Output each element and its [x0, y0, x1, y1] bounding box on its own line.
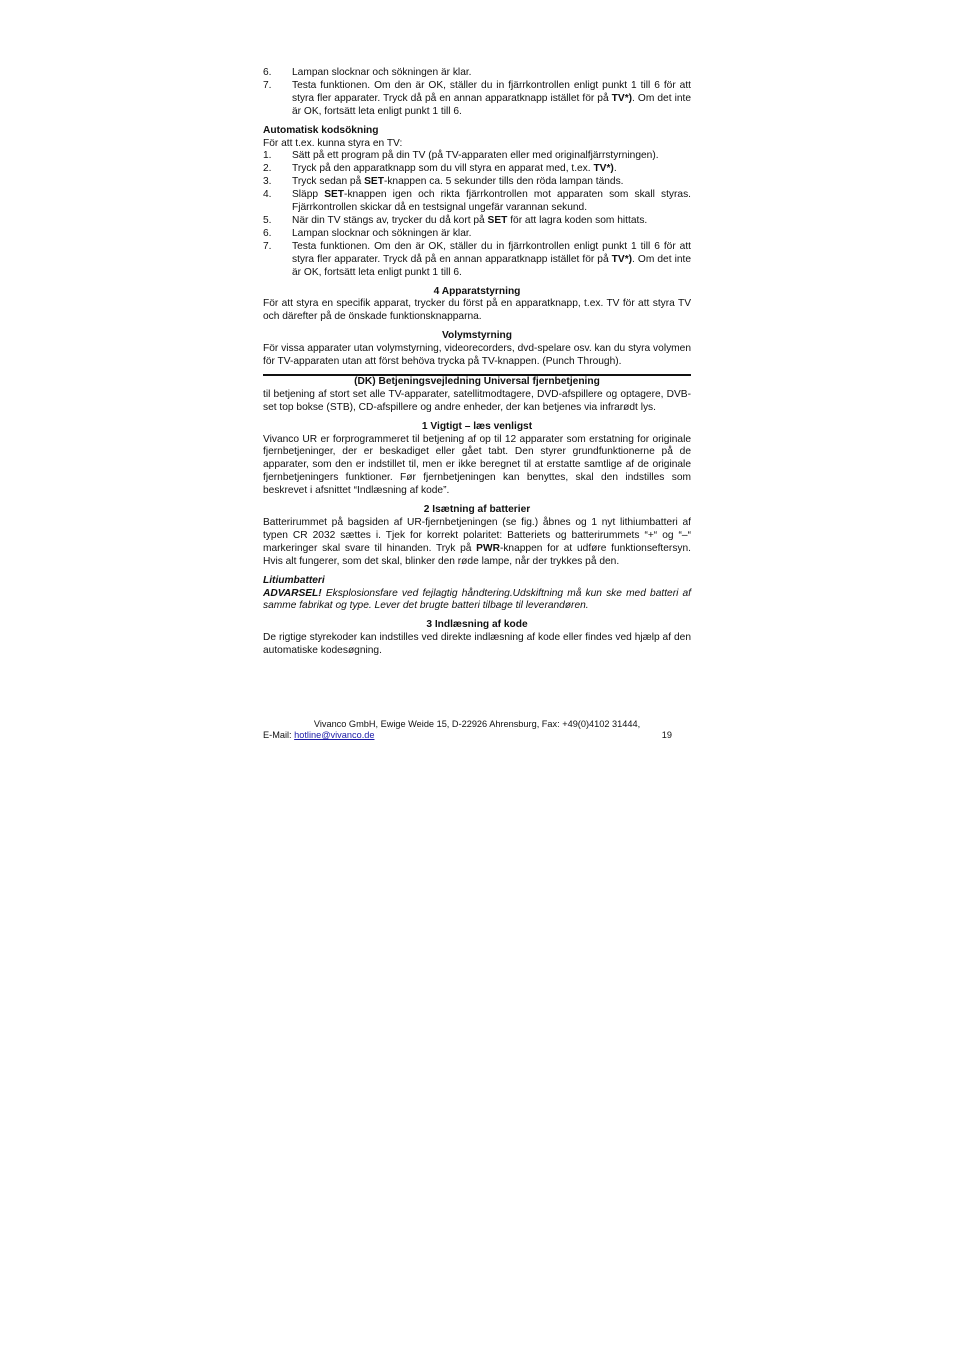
- text-run: När din TV stängs av, trycker du då kort på: [292, 214, 488, 226]
- section-heading-dk: (DK) Betjeningsvejledning Universal fjernbetjening: [263, 374, 691, 389]
- text-run: -knappen for at udføre funktionseftersyn. Hvis alt fungerer, som det skal, blinker den røde lampe, når der trykkes på den.: [263, 542, 691, 567]
- section-title-automatisk-kodsokning: Automatisk kodsökning: [263, 124, 379, 136]
- list-number: 4.: [263, 189, 272, 201]
- section-title-batterier: 2 Isætning af batterier: [423, 504, 531, 516]
- footer-address: Vivanco GmbH, Ewige Weide 15, D-22926 Ahrensburg, Fax: +49(0)4102 31444,: [313, 719, 641, 729]
- text-run: Lampan slocknar och sökningen är klar.: [292, 227, 472, 239]
- text-run: Tryck sedan på: [292, 176, 365, 188]
- list-item: [263, 215, 691, 228]
- list-text: [292, 228, 691, 241]
- subtitle-litiumbatteri: Litiumbatteri: [263, 574, 325, 586]
- text-run: Tryck på den apparatknapp som du vill styra en apparat med, t.ex.: [292, 163, 594, 175]
- list-number: 1.: [263, 150, 272, 162]
- document-page: [263, 67, 691, 658]
- warning-text: Eksplosionsfare ved fejlagtig håndtering.Udskiftning må kun ske med batteri af samme fabrikat og type. Lever det brugte batteri tilbage til leverandøren.: [263, 587, 691, 612]
- bold-run: TV*): [611, 92, 633, 104]
- list-number: 5.: [263, 214, 272, 226]
- text-run: för att lagra koden som hittats.: [507, 214, 648, 226]
- text-run: . Om det inte är OK, fortsätt leta enligt punkt 1 till 6.: [292, 253, 691, 278]
- list-text: [292, 80, 691, 119]
- bold-run: SET: [364, 176, 384, 188]
- list-text: [292, 163, 691, 176]
- list-number: 6.: [263, 227, 272, 239]
- email-link[interactable]: hotline@vivanco.de: [294, 730, 375, 740]
- text-run: Batterirummet på bagsiden af UR-fjernbetjeningen (se fig.) åbnes og 1 nyt lithiumbatteri af typen CR 2032 sættes i. Tjek for korrekt polaritet: Batteriets og batterirummets “+“ og “–“ markeringer skal svare til hinanden. Tryk på: [263, 517, 691, 554]
- text-run: Sätt på ett program på din TV (på TV-apparaten eller med originalfjärrstyrningen).: [292, 150, 659, 162]
- list-item: [263, 150, 691, 163]
- paragraph: För att t.ex. kunna styra en TV:: [263, 137, 403, 149]
- list-text: [292, 150, 691, 163]
- text-run: Testa funktionen. Om den är OK, ställer du in fjärrkontrollen enligt punkt 1 till 6 för att styra fler apparater. Tryck då på en annan apparatknapp istället för på: [292, 240, 691, 265]
- list-number: 7.: [263, 79, 272, 91]
- list-number: 2.: [263, 163, 272, 175]
- list-item: [263, 228, 691, 241]
- warning-label: ADVARSEL!: [263, 587, 322, 599]
- bold-run: SET: [487, 214, 508, 226]
- text-run: . Om det inte är OK, fortsätt leta enligt punkt 1 till 6.: [292, 92, 691, 117]
- section-title-volymstyrning: Volymstyrning: [441, 330, 512, 342]
- list-number: 7.: [263, 240, 272, 252]
- text-run: -knappen ca. 5 sekunder tills den röda lampan tänds.: [383, 176, 624, 188]
- paragraph: Vivanco UR er forprogrammeret til betjening af op til 12 apparater som erstatning for originale fjernbetjeninger, der er beskadiget eller gået tabt. Den styrer grundfunktionerne på de apparater, som den er indstillet til, men er ikke beregnet til at erstatte samtlige af de originale fjernbetjeningers funktioner. Før fjernbetjeningen kan benyttes, skal den indstilles som beskrevet i afsnittet “Indlæsning af kode”.: [263, 433, 691, 497]
- list-text: [292, 241, 691, 280]
- list-item: [263, 189, 691, 215]
- text-run: Lampan slocknar och sökningen är klar.: [292, 67, 472, 78]
- list-text: [292, 189, 691, 215]
- text-run: -knappen igen och rikta fjärrkontrollen mot apparaten som skall styras. Fjärrkontrollen skickar då en testsignal ungefär varannan sekund.: [292, 189, 691, 214]
- footer-email-block: [263, 730, 374, 741]
- paragraph: De rigtige styrekoder kan indstilles ved direkte indlæsning af kode eller findes ved hjælp af den automatiske kodesøgning.: [263, 632, 691, 657]
- section-title-indlaesning: 3 Indlæsning af kode: [426, 619, 528, 631]
- section-title-apparatstyrning: 4 Apparatstyrning: [433, 285, 521, 297]
- page-footer: [263, 719, 691, 741]
- email-label: E-Mail:: [263, 730, 295, 740]
- text-run: Testa funktionen. Om den är OK, ställer du in fjärrkontrollen enligt punkt 1 till 6 för att styra fler apparater. Tryck då på en annan apparatknapp istället för på: [292, 79, 691, 104]
- list-item: [263, 163, 691, 176]
- list-text: [292, 176, 691, 189]
- paragraph: til betjening af stort set alle TV-apparater, satellitmodtagere, DVD-afspillere og optagere, DVB-set top bokse (STB), CD-afspillere og andre enheder, der kan betjenes via infrarødt lys.: [263, 388, 691, 413]
- list-text: [292, 67, 691, 80]
- bold-run: PWR: [476, 542, 500, 554]
- section-title-vigtigt: 1 Vigtigt – læs venligst: [421, 420, 533, 432]
- list-item: [263, 241, 691, 280]
- bold-run: TV*): [611, 253, 633, 265]
- paragraph: För vissa apparater utan volymstyrning, videorecorders, dvd-spelare osv. kan du styra volymen för TV-apparaten utan att först behöva trycka på TV-knappen. (Punch Through).: [263, 343, 691, 368]
- list-item: [263, 67, 691, 80]
- numbered-list: [263, 67, 691, 119]
- numbered-list: [263, 150, 691, 279]
- footer-contact-row: [263, 730, 691, 741]
- list-number: 6.: [263, 67, 272, 78]
- list-item: [263, 80, 691, 119]
- bold-run: TV*): [593, 163, 614, 175]
- warning-paragraph: [263, 588, 691, 614]
- text-run: Släpp: [292, 189, 325, 201]
- paragraph: För att styra en specifik apparat, trycker du först på en apparatknapp, t.ex. TV för att styra TV och därefter på de önskade funktionsknapparna.: [263, 298, 691, 323]
- list-item: [263, 176, 691, 189]
- page-number: 19: [661, 730, 672, 740]
- paragraph-batterier: [263, 517, 691, 569]
- list-number: 3.: [263, 176, 272, 188]
- text-run: .: [613, 163, 617, 175]
- bold-run: SET: [324, 189, 345, 201]
- list-text: [292, 215, 691, 228]
